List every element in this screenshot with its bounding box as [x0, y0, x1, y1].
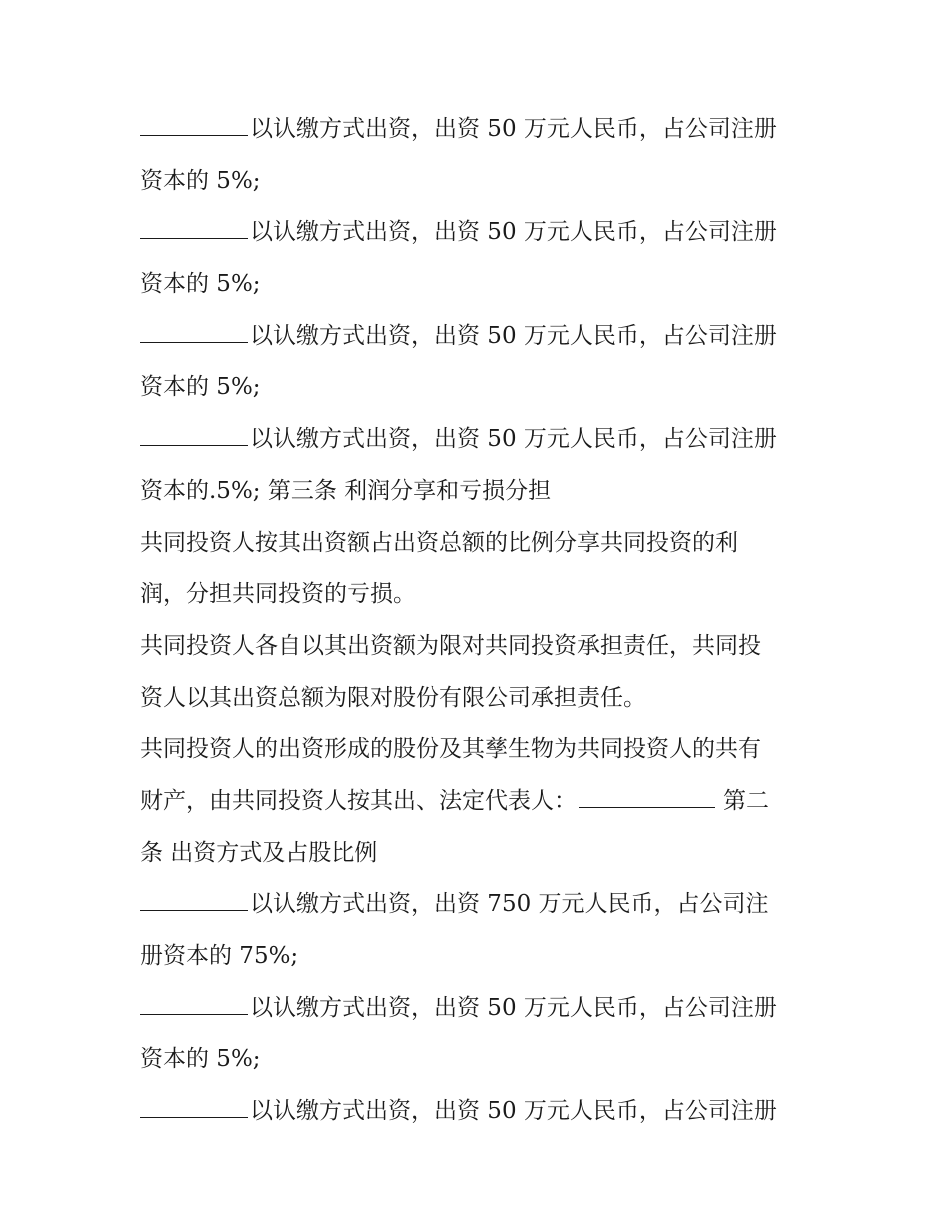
line-text: 条 出资方式及占股比例 [140, 839, 378, 866]
line-text: 共同投资人的出资形成的股份及其孳生物为共同投资人的共有 [140, 736, 761, 763]
line-text: 资本的.5%; 第三条 利润分享和亏损分担 [140, 477, 552, 504]
text-line [140, 518, 820, 570]
text-line [140, 673, 820, 725]
fill-in-blank [140, 117, 248, 136]
text-line [140, 156, 820, 208]
text-line [140, 879, 820, 931]
line-text-after: 第二 [723, 787, 769, 814]
line-text: 以认缴方式出资，出资 750 万元人民币，占公司注 [250, 891, 769, 918]
document-body [140, 104, 820, 1138]
fill-in-blank [140, 892, 248, 911]
line-text: 资人以其出资总额为限对股份有限公司承担责任。 [140, 684, 646, 711]
text-line [140, 621, 820, 673]
fill-in-blank [140, 427, 248, 446]
text-line [140, 1034, 820, 1086]
line-text: 财产，由共同投资人按其出、法定代表人： [140, 787, 577, 814]
line-text: 以认缴方式出资，出资 50 万元人民币，占公司注册 [250, 219, 777, 246]
text-line [140, 311, 820, 363]
line-text: 资本的 5%; [140, 374, 261, 401]
text-line [140, 931, 820, 983]
line-text: 润，分担共同投资的亏损。 [140, 581, 416, 608]
line-text: 资本的 5%; [140, 167, 261, 194]
fill-in-blank [140, 996, 248, 1015]
line-text: 以认缴方式出资，出资 50 万元人民币，占公司注册 [250, 1098, 777, 1125]
fill-in-blank [140, 324, 248, 343]
text-line [140, 104, 820, 156]
text-line [140, 828, 820, 880]
fill-in-blank [579, 789, 715, 808]
text-line [140, 466, 820, 518]
line-text: 以认缴方式出资，出资 50 万元人民币，占公司注册 [250, 116, 777, 142]
text-line [140, 1086, 820, 1138]
line-text: 以认缴方式出资，出资 50 万元人民币，占公司注册 [250, 426, 777, 453]
line-text: 资本的 5%; [140, 1046, 261, 1073]
fill-in-blank [140, 220, 248, 239]
line-text: 以认缴方式出资，出资 50 万元人民币，占公司注册 [250, 322, 777, 349]
text-line [140, 776, 820, 828]
text-line [140, 724, 820, 776]
line-text: 册资本的 75%; [140, 943, 299, 969]
line-text: 共同投资人各自以其出资额为限对共同投资承担责任，共同投 [140, 632, 761, 659]
text-line [140, 362, 820, 414]
text-line [140, 983, 820, 1035]
text-line [140, 259, 820, 311]
line-text: 以认缴方式出资，出资 50 万元人民币，占公司注册 [250, 994, 777, 1021]
text-line [140, 569, 820, 621]
line-text: 资本的 5%; [140, 271, 261, 298]
text-line [140, 207, 820, 259]
fill-in-blank [140, 1099, 248, 1118]
text-line [140, 414, 820, 466]
line-text: 共同投资人按其出资额占出资总额的比例分享共同投资的利 [140, 529, 738, 556]
